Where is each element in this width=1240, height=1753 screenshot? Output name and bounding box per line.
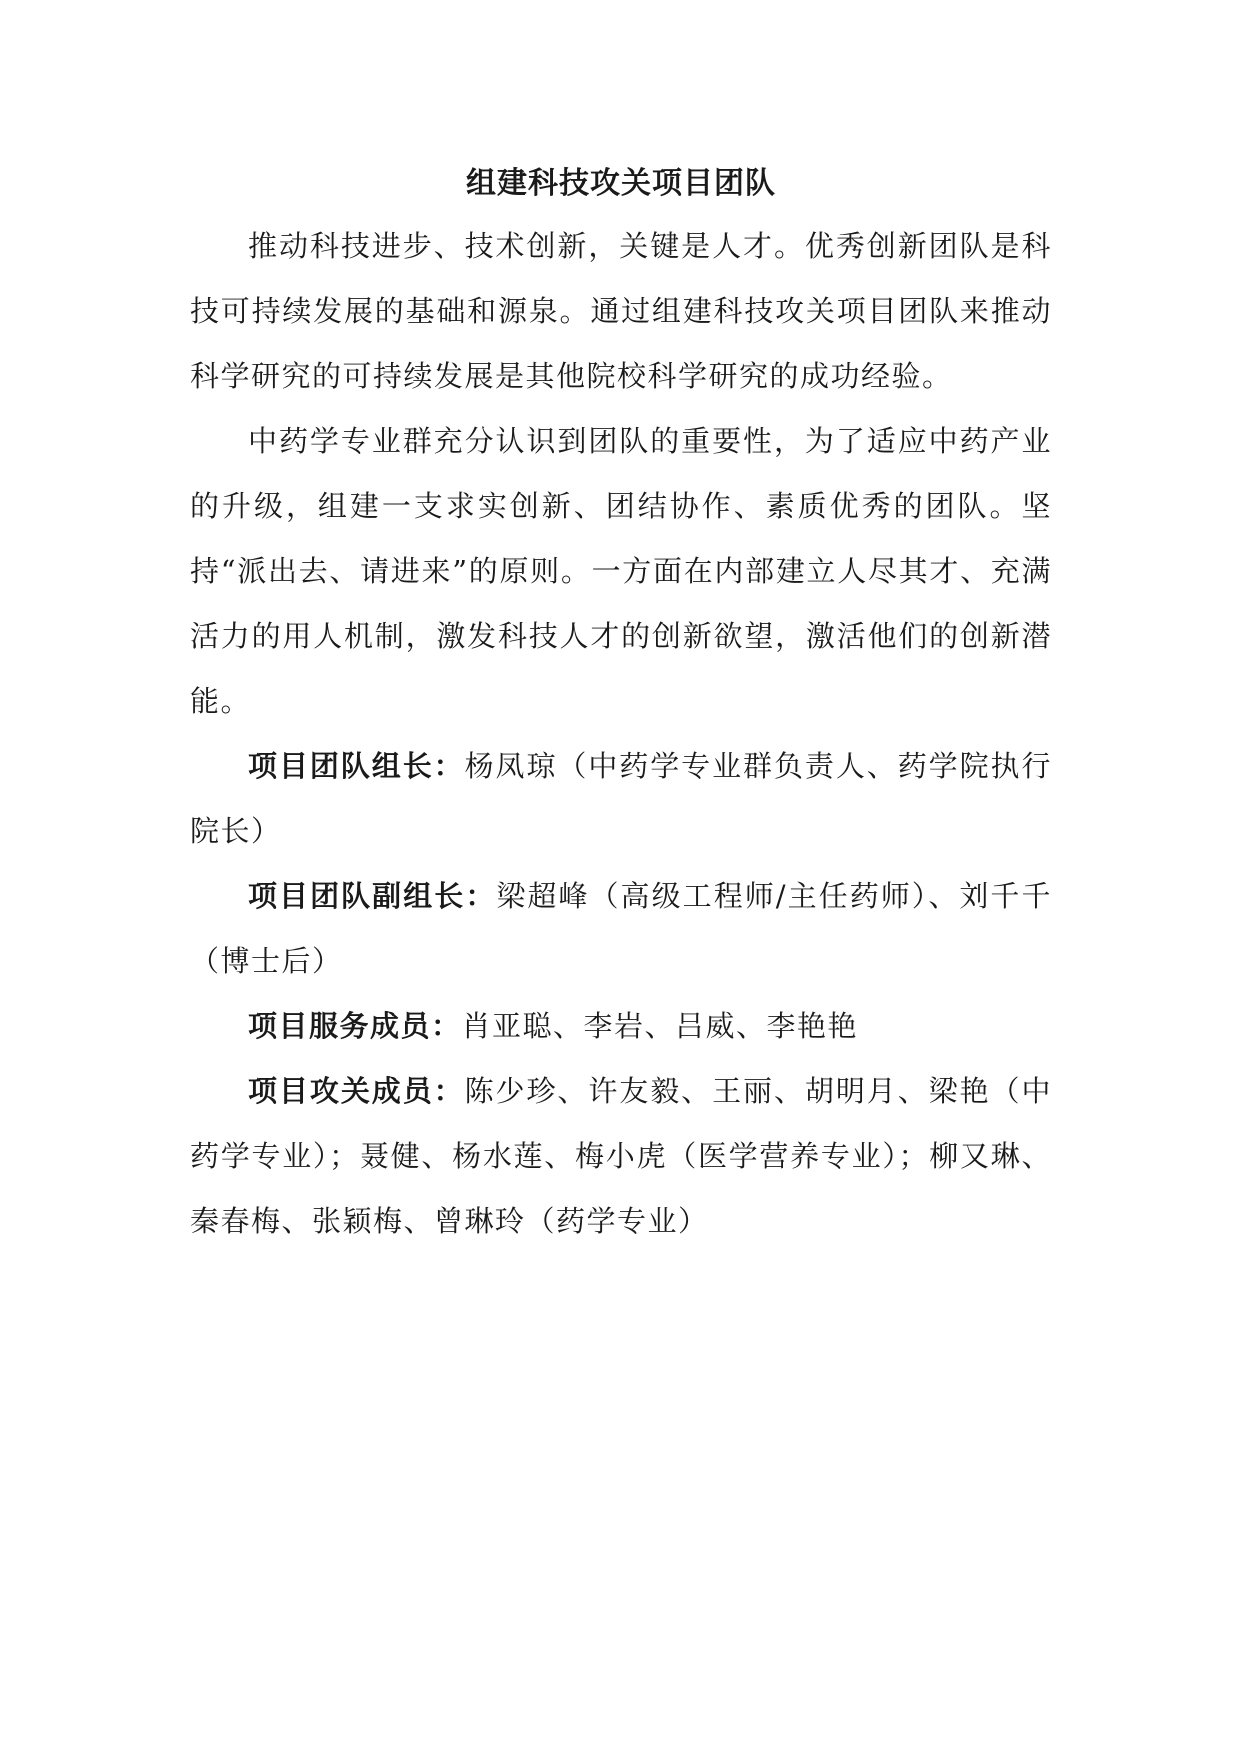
service-members-label: 项目服务成员：: [248, 1009, 462, 1043]
research-members-label: 项目攻关成员：: [248, 1074, 465, 1108]
research-members-value: 陈少珍、许友毅、王丽、胡明月、梁艳（中药学专业）；聂健、杨水莲、梅小虎（医学营养专业）；柳又琳、秦春梅、张颖梅、曾琳玲（药学专业）: [190, 1074, 1052, 1238]
intro-paragraph-2: 中药学专业群充分认识到团队的重要性，为了适应中药产业的升级，组建一支求实创新、团结协作、素质优秀的团队。坚持“派出去、请进来”的原则。一方面在内部建立人尽其才、充满活力的用人机制，激发科技人才的创新欲望，激活他们的创新潜能。: [190, 424, 1052, 718]
service-members-line: [190, 994, 1052, 1059]
team-leader-line: [190, 734, 1052, 864]
research-members-line: [190, 1059, 1052, 1254]
team-deputy-leader-line: [190, 864, 1052, 994]
team-leader-value: 杨凤琼（中药学专业群负责人、药学院执行院长）: [190, 749, 1052, 848]
service-members-value: 肖亚聪、李岩、吕威、李艳艳: [461, 1009, 859, 1043]
document-title: 组建科技攻关项目团队: [466, 166, 776, 201]
team-deputy-leader-value: 梁超峰（高级工程师/主任药师）、刘千千（博士后）: [190, 879, 1052, 978]
document-page: [190, 160, 1052, 1254]
intro-paragraph-1: 推动科技进步、技术创新，关键是人才。优秀创新团队是科技可持续发展的基础和源泉。通过组建科技攻关项目团队来推动科学研究的可持续发展是其他院校科学研究的成功经验。: [190, 229, 1052, 393]
team-deputy-leader-label: 项目团队副组长：: [248, 879, 497, 913]
team-leader-label: 项目团队组长：: [248, 749, 465, 783]
